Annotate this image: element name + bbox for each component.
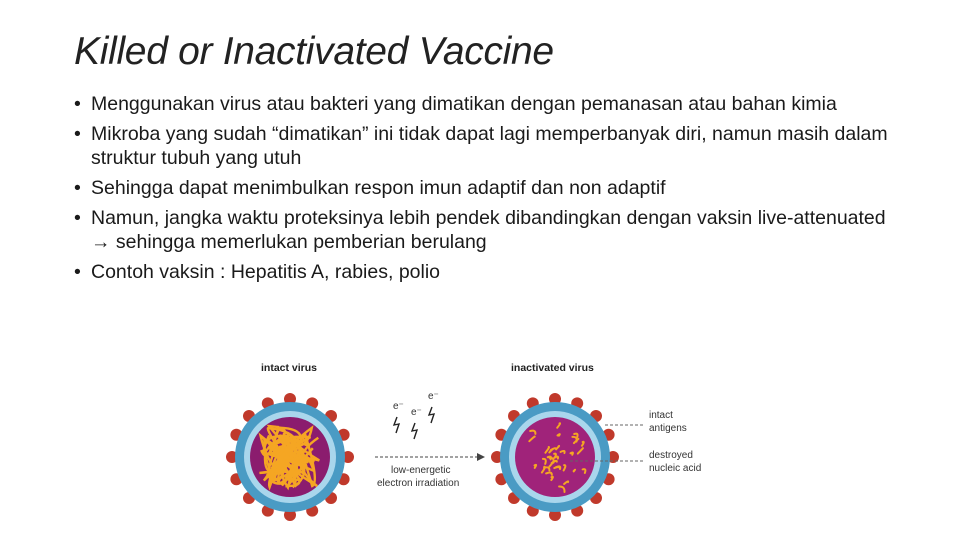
inactivated-virus-icon — [491, 393, 619, 521]
bullet-dot: • — [74, 207, 81, 229]
rna-fragment — [558, 434, 560, 436]
process-arrow-head — [477, 453, 485, 461]
bullet-dot: • — [74, 93, 81, 115]
irradiation-label: low-energetic — [391, 465, 451, 476]
electron-label: e⁻ — [393, 401, 404, 412]
bullet-item — [74, 122, 904, 170]
inactivated-virus-label: inactivated virus — [511, 362, 594, 374]
electrons-icon — [375, 391, 485, 489]
bullet-text: Mikroba yang sudah “dimatikan” ini tidak dapat lagi memperbanyak diri, namun masih dalam struktur tubuh yang utuh — [91, 123, 888, 169]
intact-virus-label: intact virus — [261, 362, 318, 374]
slide-title: Killed or Inactivated Vaccine — [74, 30, 554, 73]
bullet-text: Sehingga dapat menimbulkan respon imun adaptif dan non adaptif — [91, 177, 666, 199]
rna-fragment — [574, 470, 576, 472]
destroyed-nucleic-acid-label: destroyed — [649, 450, 693, 461]
rna-fragment — [582, 442, 584, 446]
irradiation-label: electron irradiation — [377, 478, 460, 489]
electron-label: e⁻ — [428, 391, 439, 402]
rna-fragment — [535, 465, 537, 468]
rna-fragment — [551, 477, 553, 480]
bullet-list — [74, 92, 904, 290]
bullet-item — [74, 260, 904, 284]
bullet-item — [74, 206, 904, 254]
bolt-icon — [429, 407, 434, 423]
electron-label: e⁻ — [411, 407, 422, 418]
bullet-text: Menggunakan virus atau bakteri yang dimatikan dengan pemanasan atau bahan kimia — [91, 93, 837, 115]
intact-antigens-label: antigens — [649, 423, 687, 434]
bullet-dot: • — [74, 177, 81, 199]
bullet-item — [74, 92, 904, 116]
bullet-text: Namun, jangka waktu proteksinya lebih pendek dibandingkan dengan vaksin live-attenuated — [91, 207, 886, 229]
intact-virus-icon — [226, 393, 354, 521]
bolt-icon — [394, 417, 399, 433]
intact-antigens-label: intact — [649, 410, 673, 421]
bullet-dot: • — [74, 123, 81, 145]
inactivation-diagram — [225, 355, 702, 535]
bullet-item — [74, 176, 904, 200]
bullet-dot: • — [74, 261, 81, 283]
bolt-icon — [412, 423, 417, 439]
arrow-icon: → — [91, 231, 111, 253]
destroyed-nucleic-acid-label: nucleic acid — [649, 463, 702, 474]
bullet-text: sehingga memerlukan pemberian berulang — [115, 231, 487, 253]
bullet-text: Contoh vaksin : Hepatitis A, rabies, polio — [91, 261, 441, 283]
